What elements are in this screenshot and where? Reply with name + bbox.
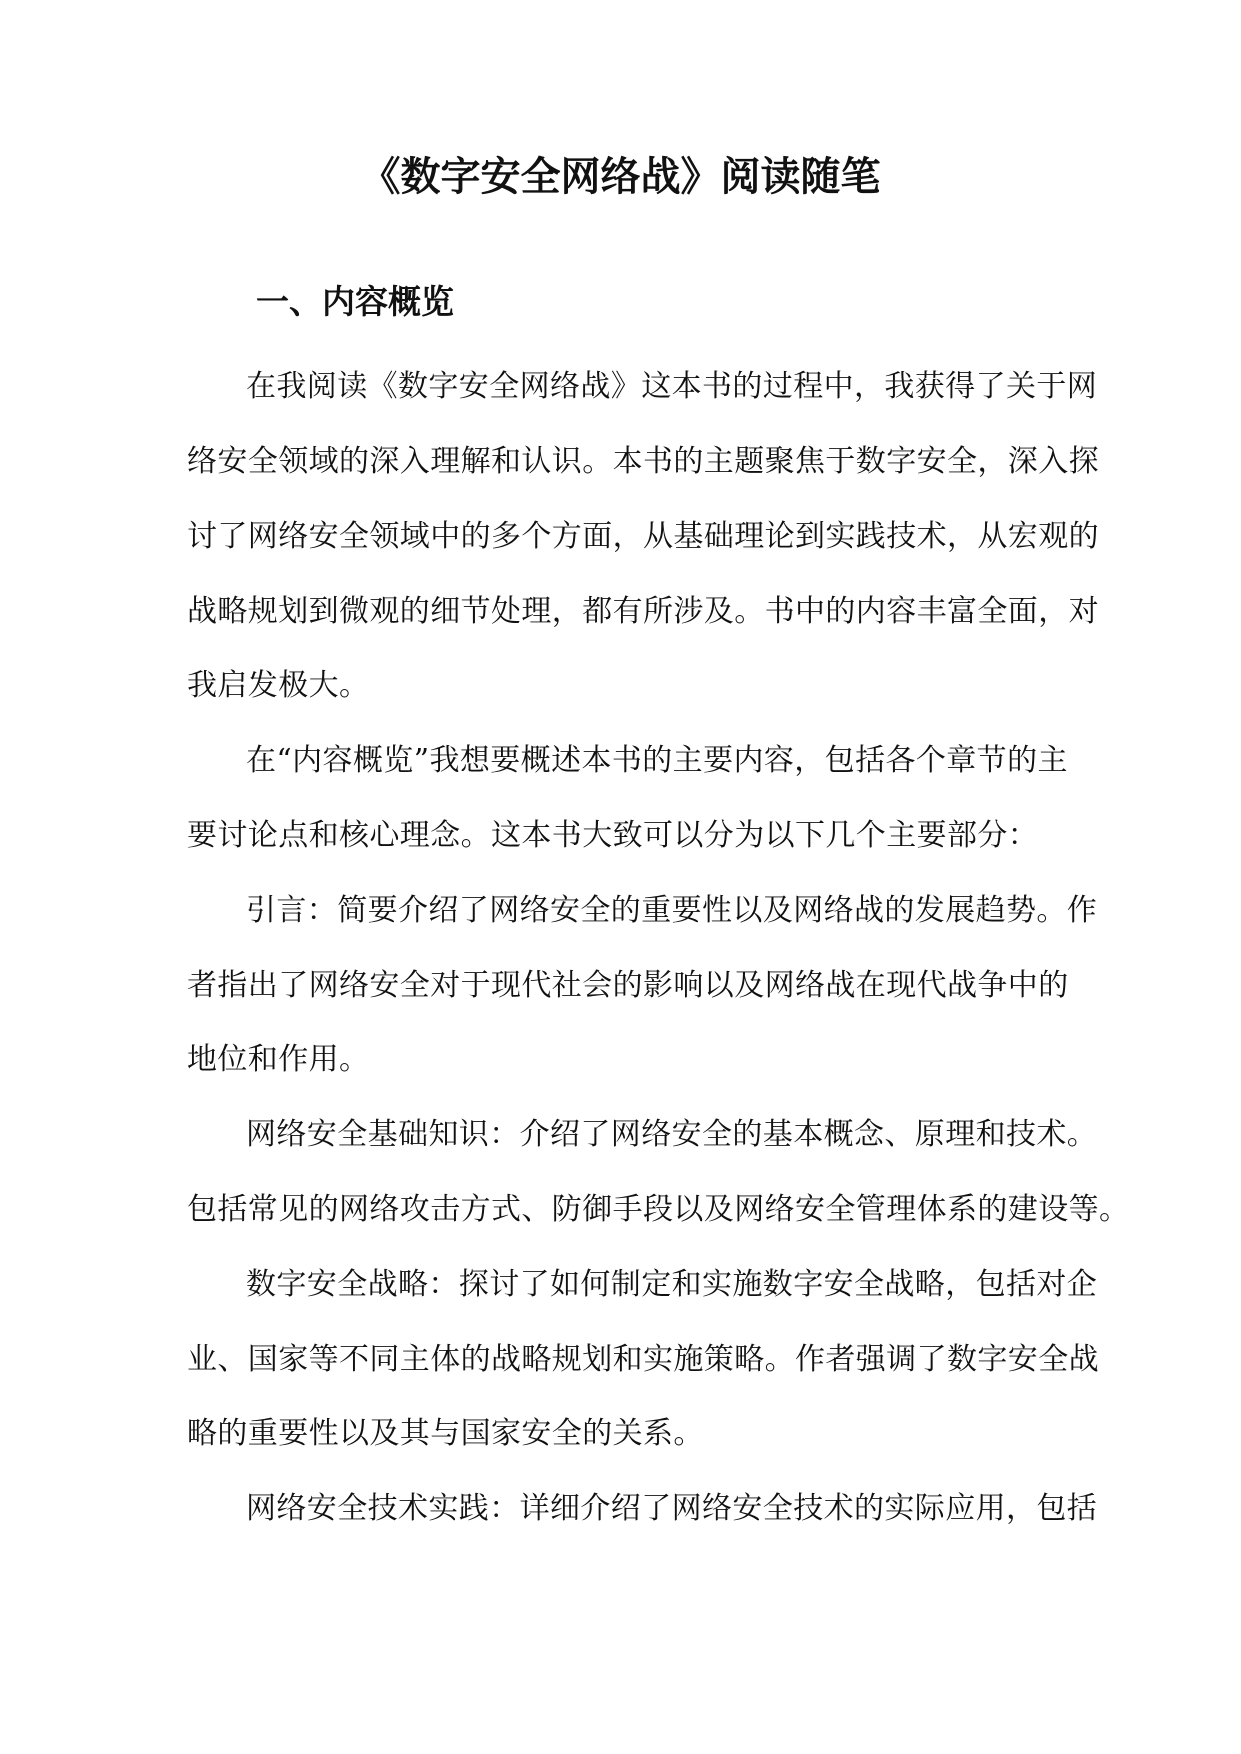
paragraph-line: 讨了网络安全领域中的多个方面，从基础理论到实践技术，从宏观的: [187, 519, 1099, 554]
paragraph-line: 地位和作用。: [187, 1042, 370, 1077]
paragraph-line: 在我阅读《数字安全网络战》这本书的过程中，我获得了关于网: [246, 369, 1098, 404]
paragraph-line: 在“内容概览”我想要概述本书的主要内容，包括各个章节的主: [246, 743, 1068, 778]
paragraph-line: 战略规划到微观的细节处理，都有所涉及。书中的内容丰富全面，对: [187, 594, 1099, 629]
paragraph-line: 网络安全技术实践：详细介绍了网络安全技术的实际应用，包括: [246, 1491, 1098, 1526]
section-heading: 一、内容概览: [256, 282, 454, 321]
paragraph-line: 略的重要性以及其与国家安全的关系。: [187, 1416, 704, 1451]
paragraph-line: 业、国家等不同主体的战略规划和实施策略。作者强调了数字安全战: [187, 1342, 1099, 1377]
paragraph-line: 要讨论点和核心理念。这本书大致可以分为以下几个主要部分：: [187, 818, 1039, 853]
paragraph-line: 数字安全战略：探讨了如何制定和实施数字安全战略，包括对企: [246, 1267, 1098, 1302]
paragraph-line: 网络安全基础知识：介绍了网络安全的基本概念、原理和技术。: [246, 1117, 1098, 1152]
paragraph-line: 包括常见的网络攻击方式、防御手段以及网络安全管理体系的建设等。: [187, 1192, 1130, 1227]
paragraph-line: 络安全领域的深入理解和认识。本书的主题聚焦于数字安全，深入探: [187, 444, 1099, 479]
document-title: 《数字安全网络战》阅读随笔: [360, 153, 881, 200]
paragraph-line: 者指出了网络安全对于现代社会的影响以及网络战在现代战争中的: [187, 968, 1069, 1003]
paragraph-line: 引言：简要介绍了网络安全的重要性以及网络战的发展趋势。作: [246, 893, 1098, 928]
paragraph-line: 我启发极大。: [187, 668, 370, 703]
